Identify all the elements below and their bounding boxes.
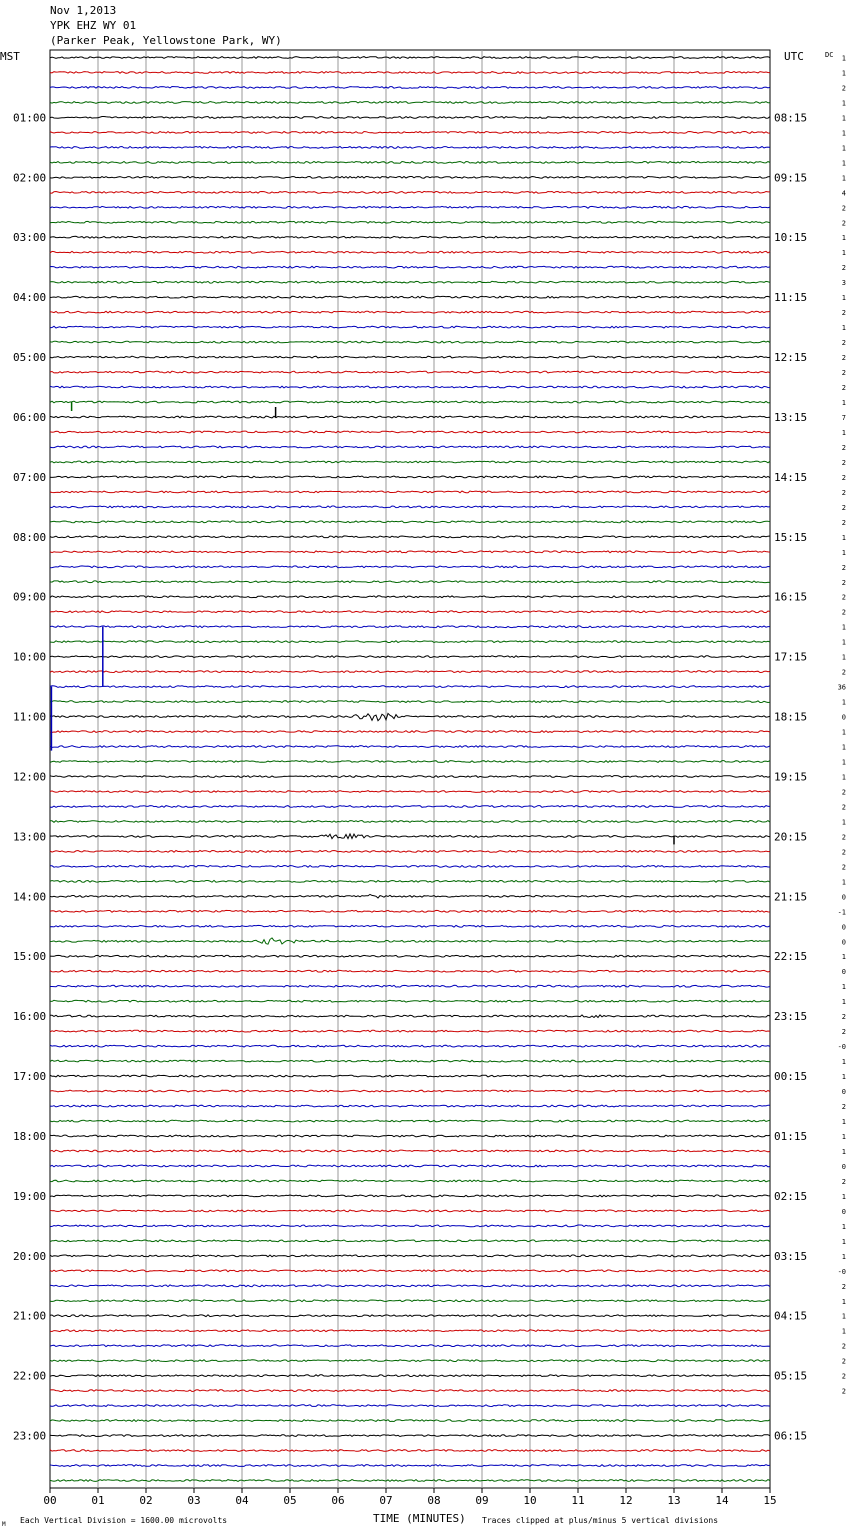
dc-offset-label: 2 xyxy=(841,1028,846,1037)
x-tick-label: 10 xyxy=(523,1494,537,1507)
seismic-trace xyxy=(50,656,770,658)
dc-offset-label: 2 xyxy=(841,1282,846,1291)
seismic-trace xyxy=(50,1195,770,1197)
plot-frame xyxy=(50,50,770,1488)
dc-offset-label: 1 xyxy=(841,1297,846,1306)
dc-offset-label: 2 xyxy=(841,1342,846,1351)
mst-hour-label: 10:00 xyxy=(13,650,47,664)
dc-offset-label: 2 xyxy=(841,563,846,572)
dc-offset-label: 1 xyxy=(841,159,846,168)
mst-hour-label: 15:00 xyxy=(13,950,47,964)
seismic-trace xyxy=(50,641,770,643)
seismic-trace xyxy=(50,1330,770,1332)
dc-offset-label: 0 xyxy=(841,1162,846,1171)
x-tick-label: 01 xyxy=(91,1494,105,1507)
seismic-trace xyxy=(50,1075,770,1077)
dc-offset-label: 1 xyxy=(841,638,846,647)
dc-offset-label: 1 xyxy=(841,998,846,1007)
seismic-trace xyxy=(50,356,770,358)
dc-offset-label: 1 xyxy=(841,129,846,138)
seismic-trace xyxy=(50,1090,770,1092)
seismic-trace xyxy=(50,87,770,89)
dc-offset-label: 1 xyxy=(841,234,846,243)
seismic-trace xyxy=(50,1225,770,1227)
dc-offset-label: 2 xyxy=(841,204,846,213)
seismic-trace xyxy=(50,925,770,927)
seismic-trace xyxy=(50,57,770,59)
dc-offset-label: 1 xyxy=(841,1147,846,1156)
utc-time-label: 10:15 xyxy=(774,231,808,245)
utc-time-label: 06:15 xyxy=(774,1429,808,1443)
x-tick-label: 04 xyxy=(235,1494,249,1507)
seismic-trace xyxy=(50,566,770,568)
left-axis-title: MST xyxy=(0,50,20,63)
dc-offset-label: 1 xyxy=(841,174,846,183)
mst-hour-label: 07:00 xyxy=(13,470,47,484)
dc-offset-label: 1 xyxy=(841,728,846,737)
dc-offset-label: 2 xyxy=(841,84,846,93)
seismic-trace xyxy=(50,386,770,388)
dc-offset-label: 3 xyxy=(841,279,846,288)
x-tick-label: 00 xyxy=(43,1494,57,1507)
dc-offset-label: 1 xyxy=(841,533,846,542)
station-location: (Parker Peak, Yellowstone Park, WY) xyxy=(50,34,282,47)
seismic-trace xyxy=(50,147,770,149)
seismic-trace xyxy=(50,117,770,119)
seismic-trace xyxy=(50,731,770,733)
seismic-trace xyxy=(50,431,770,433)
seismic-trace xyxy=(50,1000,770,1002)
seismic-trace xyxy=(50,102,770,104)
dc-offset-label: 2 xyxy=(841,488,846,497)
seismic-trace xyxy=(50,1420,770,1422)
seismic-trace xyxy=(50,1375,770,1377)
x-tick-label: 03 xyxy=(187,1494,201,1507)
dc-offset-label: 1 xyxy=(841,878,846,887)
seismic-trace xyxy=(50,791,770,793)
mst-hour-label: 08:00 xyxy=(13,530,47,544)
seismic-trace xyxy=(50,176,770,178)
seismic-trace xyxy=(50,446,770,448)
seismic-trace xyxy=(50,491,770,493)
dc-offset-label: 2 xyxy=(841,1103,846,1112)
dc-offset-label: 1 xyxy=(841,1058,846,1067)
seismic-trace xyxy=(50,1060,770,1062)
dc-offset-label: 1 xyxy=(841,953,846,962)
x-tick-label: 08 xyxy=(427,1494,441,1507)
dc-offset-label: 1 xyxy=(841,114,846,123)
seismic-trace xyxy=(50,761,770,763)
seismic-trace xyxy=(50,236,770,238)
seismic-trace xyxy=(50,1240,770,1242)
utc-time-label: 03:15 xyxy=(774,1249,808,1263)
x-tick-label: 02 xyxy=(139,1494,153,1507)
dc-offset-label: 1 xyxy=(841,1312,846,1321)
dc-offset-label: 1 xyxy=(841,758,846,767)
seismic-trace xyxy=(50,341,770,343)
seismic-trace xyxy=(50,1435,770,1437)
seismic-trace xyxy=(50,611,770,613)
seismic-trace xyxy=(50,1405,770,1407)
mst-hour-label: 13:00 xyxy=(13,830,47,844)
seismic-trace xyxy=(50,1315,770,1317)
seismic-trace xyxy=(50,401,770,403)
utc-time-label: 02:15 xyxy=(774,1189,808,1203)
dc-offset-label: 2 xyxy=(841,503,846,512)
dc-offset-label: 2 xyxy=(841,339,846,348)
seismic-trace xyxy=(50,1180,770,1182)
dc-offset-label: 2 xyxy=(841,668,846,677)
dc-offset-label: 2 xyxy=(841,803,846,812)
seismic-trace xyxy=(50,806,770,808)
seismic-trace xyxy=(50,326,770,328)
utc-time-label: 04:15 xyxy=(774,1309,808,1323)
utc-time-label: 19:15 xyxy=(774,770,808,784)
seismic-trace xyxy=(50,1465,770,1467)
utc-time-label: 08:15 xyxy=(774,111,808,125)
dc-offset-label: -1 xyxy=(837,908,846,917)
dc-offset-label: 1 xyxy=(841,99,846,108)
seismic-trace xyxy=(50,834,770,839)
dc-offset-label: 1 xyxy=(841,698,846,707)
dc-offset-label: 1 xyxy=(841,69,846,78)
seismic-trace xyxy=(50,671,770,673)
footer-scale-note: Each Vertical Division = 1600.00 microvolts xyxy=(20,1516,228,1525)
seismic-trace xyxy=(50,1030,770,1032)
seismic-trace xyxy=(50,1015,770,1018)
dc-offset-label: 0 xyxy=(841,968,846,977)
mst-hour-label: 03:00 xyxy=(13,231,47,245)
dc-column-title: DC xyxy=(825,51,834,59)
dc-offset-label: 2 xyxy=(841,848,846,857)
dc-offset-label: 2 xyxy=(841,384,846,393)
corner-mark: Μ xyxy=(2,1521,6,1528)
seismic-trace xyxy=(50,296,770,298)
mst-hour-label: 17:00 xyxy=(13,1070,47,1084)
mst-hour-label: 23:00 xyxy=(13,1429,47,1443)
dc-offset-label: 1 xyxy=(841,249,846,258)
utc-time-label: 22:15 xyxy=(774,950,808,964)
dc-offset-label: 1 xyxy=(841,1327,846,1336)
mst-hour-label: 20:00 xyxy=(13,1249,47,1263)
seismic-trace xyxy=(50,1480,770,1482)
dc-offset-label: 1 xyxy=(841,324,846,333)
mst-hour-label: 14:00 xyxy=(13,890,47,904)
dc-offset-label: 1 xyxy=(841,1132,846,1141)
mst-hour-label: 11:00 xyxy=(13,710,47,724)
mst-hour-label: 06:00 xyxy=(13,410,47,424)
seismic-trace xyxy=(50,1450,770,1452)
seismic-trace xyxy=(50,938,770,944)
dc-offset-label: 1 xyxy=(841,399,846,408)
dc-offset-label: 2 xyxy=(841,473,846,482)
seismic-trace xyxy=(50,626,770,628)
mst-hour-label: 16:00 xyxy=(13,1010,47,1024)
seismic-trace xyxy=(50,1045,770,1047)
seismic-trace xyxy=(50,551,770,553)
mst-hour-label: 04:00 xyxy=(13,291,47,305)
dc-offset-label: 2 xyxy=(841,1372,846,1381)
seismic-trace xyxy=(50,880,770,882)
mst-hour-label: 21:00 xyxy=(13,1309,47,1323)
dc-offset-label: 1 xyxy=(841,623,846,632)
dc-offset-label: 2 xyxy=(841,1387,846,1396)
seismic-trace xyxy=(50,821,770,823)
seismic-trace xyxy=(50,1270,770,1272)
seismic-trace xyxy=(50,191,770,193)
seismic-trace xyxy=(50,206,770,208)
chart-date: Nov 1,2013 xyxy=(50,4,117,17)
seismic-trace xyxy=(50,955,770,957)
seismic-trace xyxy=(50,161,770,163)
seismic-trace xyxy=(50,686,770,688)
dc-offset-label: 2 xyxy=(841,1177,846,1186)
seismic-trace xyxy=(50,713,770,720)
dc-offset-label: 1 xyxy=(841,1073,846,1082)
seismic-trace xyxy=(50,866,770,868)
dc-offset-label: 2 xyxy=(841,578,846,587)
x-axis-title: TIME (MINUTES) xyxy=(373,1512,466,1525)
dc-offset-label: 1 xyxy=(841,294,846,303)
right-axis-title: UTC xyxy=(784,50,804,63)
dc-offset-label: 2 xyxy=(841,309,846,318)
dc-offset-label: 2 xyxy=(841,593,846,602)
seismic-trace xyxy=(50,1120,770,1122)
seismic-trace xyxy=(50,1210,770,1212)
mst-hour-label: 22:00 xyxy=(13,1369,47,1383)
seismic-trace xyxy=(50,910,770,912)
seismic-trace xyxy=(50,701,770,703)
dc-offset-label: 0 xyxy=(841,1207,846,1216)
seismic-trace xyxy=(50,970,770,972)
x-tick-label: 12 xyxy=(619,1494,633,1507)
dc-offset-label: -0 xyxy=(837,1043,846,1052)
dc-offset-label: 0 xyxy=(841,893,846,902)
dc-offset-label: 2 xyxy=(841,443,846,452)
seismic-trace xyxy=(50,371,770,373)
seismic-trace xyxy=(50,506,770,508)
utc-time-label: 09:15 xyxy=(774,171,808,185)
utc-time-label: 11:15 xyxy=(774,291,808,305)
x-tick-label: 15 xyxy=(763,1494,777,1507)
seismic-trace xyxy=(50,985,770,987)
dc-offset-label: 1 xyxy=(841,1118,846,1127)
seismic-trace xyxy=(50,581,770,583)
dc-offset-label: 2 xyxy=(841,833,846,842)
dc-offset-label: 2 xyxy=(841,788,846,797)
seismic-trace xyxy=(50,1345,770,1347)
dc-offset-label: 1 xyxy=(841,983,846,992)
dc-offset-label: 1 xyxy=(841,54,846,63)
seismic-trace xyxy=(50,596,770,598)
dc-offset-label: 36 xyxy=(837,683,846,692)
seismic-trace xyxy=(50,476,770,478)
x-tick-label: 06 xyxy=(331,1494,345,1507)
mst-hour-label: 09:00 xyxy=(13,590,47,604)
x-tick-label: 07 xyxy=(379,1494,393,1507)
dc-offset-label: 1 xyxy=(841,144,846,153)
dc-offset-label: 1 xyxy=(841,653,846,662)
dc-offset-label: 2 xyxy=(841,863,846,872)
mst-hour-label: 01:00 xyxy=(13,111,47,125)
seismic-trace xyxy=(50,1300,770,1302)
dc-offset-label: 1 xyxy=(841,548,846,557)
dc-offset-label: 2 xyxy=(841,518,846,527)
station-code: YPK EHZ WY 01 xyxy=(50,19,137,32)
seismic-trace xyxy=(50,1165,770,1167)
seismic-trace xyxy=(50,311,770,313)
utc-time-label: 12:15 xyxy=(774,351,808,365)
dc-offset-label: 1 xyxy=(841,818,846,827)
dc-offset-label: 1 xyxy=(841,428,846,437)
dc-offset-label: 2 xyxy=(841,369,846,378)
dc-offset-label: 1 xyxy=(841,743,846,752)
dc-offset-label: 1 xyxy=(841,1237,846,1246)
dc-offset-label: 2 xyxy=(841,608,846,617)
seismic-trace xyxy=(50,1255,770,1257)
utc-time-label: 00:15 xyxy=(774,1070,808,1084)
seismic-trace xyxy=(50,776,770,778)
seismic-trace xyxy=(50,132,770,134)
seismic-trace xyxy=(50,536,770,538)
mst-hour-label: 18:00 xyxy=(13,1129,47,1143)
utc-time-label: 20:15 xyxy=(774,830,808,844)
seismic-trace xyxy=(50,281,770,283)
dc-offset-label: 2 xyxy=(841,458,846,467)
seismic-trace xyxy=(50,1390,770,1392)
dc-offset-label: 2 xyxy=(841,1357,846,1366)
seismic-trace xyxy=(50,851,770,853)
utc-time-label: 16:15 xyxy=(774,590,808,604)
x-tick-label: 14 xyxy=(715,1494,729,1507)
seismic-trace xyxy=(50,461,770,463)
seismic-trace xyxy=(50,1360,770,1362)
dc-offset-label: 4 xyxy=(841,189,846,198)
utc-time-label: 15:15 xyxy=(774,530,808,544)
utc-time-label: 13:15 xyxy=(774,410,808,424)
dc-offset-label: 2 xyxy=(841,1013,846,1022)
dc-offset-label: 0 xyxy=(841,938,846,947)
x-tick-label: 09 xyxy=(475,1494,489,1507)
utc-time-label: 01:15 xyxy=(774,1129,808,1143)
seismic-trace xyxy=(50,266,770,268)
dc-offset-label: 0 xyxy=(841,1088,846,1097)
seismic-trace xyxy=(50,894,770,898)
utc-time-label: 21:15 xyxy=(774,890,808,904)
dc-offset-label: 0 xyxy=(841,923,846,932)
mst-hour-label: 05:00 xyxy=(13,351,47,365)
x-tick-label: 05 xyxy=(283,1494,297,1507)
seismic-trace xyxy=(50,1285,770,1287)
dc-offset-label: 1 xyxy=(841,773,846,782)
utc-time-label: 14:15 xyxy=(774,470,808,484)
x-tick-label: 11 xyxy=(571,1494,585,1507)
mst-hour-label: 19:00 xyxy=(13,1189,47,1203)
dc-offset-label: 0 xyxy=(841,713,846,722)
utc-time-label: 18:15 xyxy=(774,710,808,724)
mst-hour-label: 12:00 xyxy=(13,770,47,784)
utc-time-label: 17:15 xyxy=(774,650,808,664)
seismic-trace xyxy=(50,1105,770,1107)
seismic-trace xyxy=(50,416,770,418)
dc-offset-label: 2 xyxy=(841,354,846,363)
seismic-trace xyxy=(50,1135,770,1137)
seismic-trace xyxy=(50,521,770,523)
utc-time-label: 05:15 xyxy=(774,1369,808,1383)
seismic-trace xyxy=(50,251,770,253)
dc-offset-label: 7 xyxy=(841,413,846,422)
seismic-trace xyxy=(50,746,770,748)
seismic-trace xyxy=(50,72,770,74)
dc-offset-label: -0 xyxy=(837,1267,846,1276)
x-tick-label: 13 xyxy=(667,1494,681,1507)
utc-time-label: 23:15 xyxy=(774,1010,808,1024)
seismic-trace xyxy=(50,1150,770,1152)
seismic-trace xyxy=(50,221,770,223)
dc-offset-label: 1 xyxy=(841,1192,846,1201)
dc-offset-label: 1 xyxy=(841,1222,846,1231)
footer-clip-note: Traces clipped at plus/minus 5 vertical divisions xyxy=(482,1516,719,1525)
dc-offset-label: 1 xyxy=(841,1252,846,1261)
mst-hour-label: 02:00 xyxy=(13,171,47,185)
dc-offset-label: 2 xyxy=(841,264,846,273)
dc-offset-label: 2 xyxy=(841,219,846,228)
